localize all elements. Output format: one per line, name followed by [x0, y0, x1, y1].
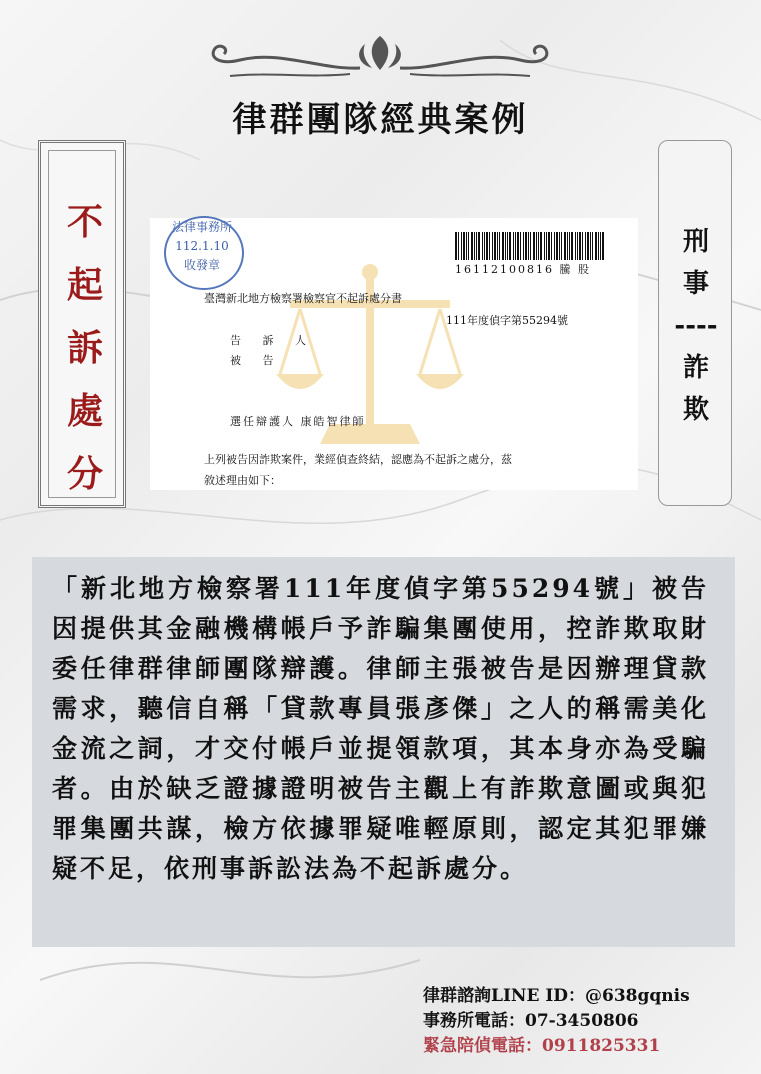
- defender-line: 選任辯護人 康皓智律師: [230, 415, 366, 428]
- left-label-char: 不: [66, 201, 103, 243]
- left-label-text: [41, 191, 129, 506]
- document-title: 臺灣新北地方檢察署檢察官不起訴處分書: [204, 292, 402, 305]
- document-body-line: 上列被告因詐欺案件，業經偵查終結，認應為不起訴之處分，茲: [204, 453, 512, 466]
- flourish-ornament: [200, 30, 560, 80]
- right-label-char: 欺: [682, 395, 709, 425]
- right-label-box: [658, 140, 732, 506]
- office-phone: 事務所電話：07-3450806: [423, 1011, 639, 1031]
- right-label-divider: ----: [674, 311, 718, 341]
- right-label-char: 事: [682, 269, 709, 299]
- right-label-char: 詐: [682, 353, 709, 383]
- document-body-line: 敘述理由如下：: [204, 474, 281, 487]
- left-label-char: 處: [66, 390, 103, 432]
- right-label-text: [659, 221, 733, 431]
- stamp-office: 法律事務所: [171, 220, 232, 234]
- stamp-date: 112.1.10: [175, 239, 229, 253]
- case-number: 111年度偵字第55294號: [446, 314, 568, 327]
- line-id: 律群諮詢LINE ID：@638gqnis: [423, 986, 690, 1006]
- received-stamp: [162, 218, 242, 282]
- contact-block: [423, 984, 690, 1059]
- complainant-line: 告 訴 人: [230, 334, 315, 347]
- case-summary-text: 「新北地方檢察署111年度偵字第55294號」被告因提供其金融機構帳戶予詐騙集團使用，控詐欺取財委任律群律師團隊辯護。律師主張被告是因辦理貸款需求，聽信自稱「貸款專員張彥傑」之人的稱需美化金流之詞，才交付帳戶並提領款項，其本身亦為受騙者。由於缺乏證據證明被告主觀上有詐欺意圖或與犯罪集團共謀，檢方依據罪疑唯輕原則，認定其犯罪嫌疑不足，依刑事訴訟法為不起訴處分。: [52, 574, 709, 883]
- document-scan: [150, 218, 638, 490]
- left-label-char: 訴: [66, 327, 103, 369]
- page-title: 律群團隊經典案例: [232, 100, 529, 140]
- stamp-receipt: 收發章: [183, 258, 220, 272]
- barcode-icon: [455, 232, 605, 260]
- emergency-phone: 緊急陪偵電話：0911825331: [423, 1036, 661, 1056]
- left-label-char: 分: [66, 453, 103, 495]
- defendant-line: 被 告: [230, 354, 283, 367]
- left-label-frame: [38, 140, 126, 508]
- case-summary-panel: [32, 557, 735, 947]
- barcode-number: 16112100816 騰 股: [455, 263, 591, 276]
- right-label-char: 刑: [682, 227, 709, 257]
- left-label-char: 起: [66, 264, 103, 306]
